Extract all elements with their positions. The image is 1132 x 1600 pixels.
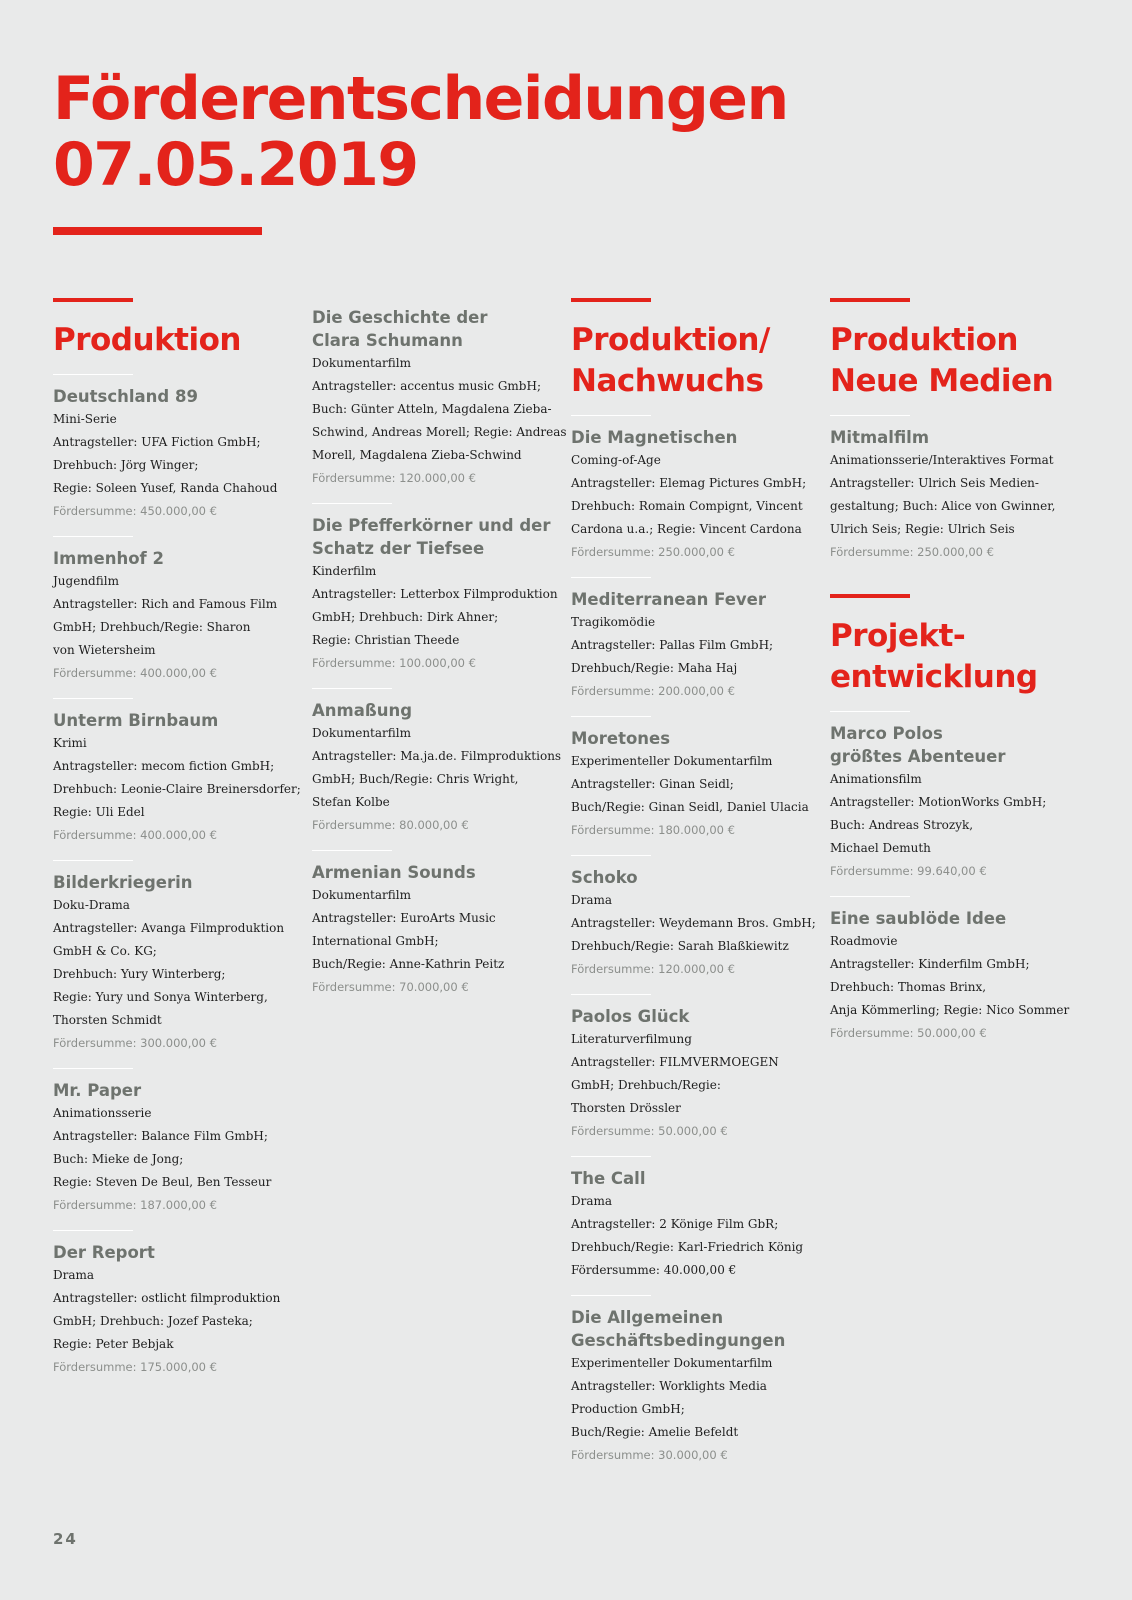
entry-divider: [571, 855, 651, 856]
entry-detail: Drehbuch: Romain Compignt, Vincent: [571, 499, 803, 513]
entry-detail: Thorsten Schmidt: [53, 1013, 162, 1027]
entry-detail: Antragsteller: Worklights Media: [571, 1379, 767, 1393]
entry-amount: Fördersumme: 250.000,00 €: [571, 545, 735, 559]
entry-title: Deutschland 89: [53, 387, 198, 406]
page-title: [53, 66, 788, 198]
entry-detail: Ulrich Seis; Regie: Ulrich Seis: [830, 522, 1015, 536]
entry-detail: Drehbuch: Yury Winterberg;: [53, 967, 226, 981]
entry-amount: Fördersumme: 40.000,00 €: [571, 1263, 737, 1277]
entry-detail: Antragsteller: Pallas Film GmbH;: [571, 638, 774, 652]
entry-saubloede-idee: [830, 907, 1070, 1045]
entry-detail: GmbH; Drehbuch: Jozef Pasteka;: [53, 1314, 253, 1328]
entry-genre: Experimenteller Dokumentarfilm: [571, 754, 773, 768]
entry-agb: [571, 1306, 811, 1467]
entry-divider: [571, 1156, 651, 1157]
entry-title: [571, 1306, 811, 1352]
entry-bilderkriegerin: [53, 871, 293, 1055]
entry-detail: Antragsteller: Elemag Pictures GmbH;: [571, 476, 807, 490]
entry-amount: Fördersumme: 175.000,00 €: [53, 1360, 217, 1374]
entry-divider: [830, 415, 910, 416]
section-rule: [830, 298, 910, 302]
entry-immenhof-2: [53, 547, 293, 685]
entry-title-line: Geschäftsbedingungen: [571, 1331, 786, 1350]
entry-amount: Fördersumme: 70.000,00 €: [312, 980, 469, 994]
entry-detail: Michael Demuth: [830, 841, 931, 855]
entry-detail: Antragsteller: Ginan Seidl;: [571, 777, 734, 791]
entry-detail: Buch/Regie: Anne-Kathrin Peitz: [312, 957, 505, 971]
entry-divider: [571, 1295, 651, 1296]
entry-genre: Drama: [571, 893, 613, 907]
entry-detail: Buch/Regie: Amelie Befeldt: [571, 1425, 739, 1439]
entry-genre: Tragikomödie: [571, 615, 656, 629]
entry-detail: Stefan Kolbe: [312, 795, 390, 809]
entry-armenian-sounds: [312, 861, 552, 999]
entry-genre: Doku-Drama: [53, 898, 130, 912]
entry-clara-schumann: [312, 306, 567, 490]
entry-detail: Antragsteller: Ulrich Seis Medien-: [830, 476, 1039, 490]
page-number: 24: [53, 1530, 78, 1548]
entry-anmassung: [312, 699, 562, 837]
entry-detail: Regie: Peter Bebjak: [53, 1337, 174, 1351]
entry-genre: Mini-Serie: [53, 412, 117, 426]
entry-detail: GmbH & Co. KG;: [53, 944, 157, 958]
entry-detail: von Wietersheim: [53, 643, 156, 657]
section-title-neue-medien: [830, 320, 1070, 402]
entry-amount: Fördersumme: 180.000,00 €: [571, 823, 735, 837]
entry-detail: Buch/Regie: Ginan Seidl, Daniel Ulacia: [571, 800, 809, 814]
entry-detail: Morell, Magdalena Zieba-Schwind: [312, 448, 522, 462]
section-title-line: Produktion: [830, 322, 1018, 358]
entry-detail: Drehbuch: Leonie-Claire Breinersdorfer;: [53, 782, 301, 796]
entry-genre: Experimenteller Dokumentarfilm: [571, 1356, 773, 1370]
entry-title: Paolos Glück: [571, 1007, 690, 1026]
entry-amount: Fördersumme: 120.000,00 €: [571, 962, 735, 976]
page-title-date: 07.05.2019: [53, 130, 418, 200]
entry-genre: Dokumentarfilm: [312, 888, 411, 902]
entry-mr-paper: [53, 1079, 293, 1217]
section-rule: [830, 594, 910, 598]
entry-mediterranean-fever: [571, 588, 811, 703]
entry-detail: Antragsteller: mecom fiction GmbH;: [53, 759, 275, 773]
entry-divider: [571, 415, 651, 416]
entry-detail: Antragsteller: MotionWorks GmbH;: [830, 795, 1047, 809]
entry-deutschland-89: [53, 385, 293, 523]
section-title-line: Neue Medien: [830, 363, 1054, 399]
section-rule: [53, 298, 133, 302]
entry-detail: Drehbuch: Jörg Winger;: [53, 458, 199, 472]
entry-title: Mediterranean Fever: [571, 590, 767, 609]
entry-detail: Drehbuch: Thomas Brinx,: [830, 980, 987, 994]
entry-title: The Call: [571, 1169, 646, 1188]
entry-genre: Krimi: [53, 736, 87, 750]
entry-pfefferkoerner: [312, 514, 558, 675]
entry-amount: Fördersumme: 50.000,00 €: [830, 1026, 987, 1040]
entry-detail: Cardona u.a.; Regie: Vincent Cardona: [571, 522, 802, 536]
entry-title-line: Die Geschichte der: [312, 308, 488, 327]
entry-die-magnetischen: [571, 426, 811, 564]
entry-title-line: Clara Schumann: [312, 331, 463, 350]
entry-detail: Regie: Yury und Sonya Winterberg,: [53, 990, 268, 1004]
section-title-projektentwicklung: [830, 616, 1070, 698]
entry-title: Moretones: [571, 729, 671, 748]
entry-title: [830, 722, 1070, 768]
entry-divider: [53, 860, 133, 861]
entry-genre: Drama: [571, 1194, 613, 1208]
entry-detail: Antragsteller: EuroArts Music: [312, 911, 496, 925]
entry-title: Armenian Sounds: [312, 863, 476, 882]
column-1: [53, 298, 301, 1379]
entry-divider: [53, 536, 133, 537]
entry-title-line: größtes Abenteuer: [830, 747, 1006, 766]
entry-divider: [312, 503, 392, 504]
entry-detail: Antragsteller: FILMVERMOEGEN: [571, 1055, 779, 1069]
section-title-line: Projekt-: [830, 618, 966, 654]
entry-divider: [53, 374, 133, 375]
entry-title: Unterm Birnbaum: [53, 711, 219, 730]
entry-detail: Antragsteller: UFA Fiction GmbH;: [53, 435, 261, 449]
entry-detail: Drehbuch/Regie: Karl-Friedrich König: [571, 1240, 804, 1254]
entry-amount: Fördersumme: 400.000,00 €: [53, 828, 217, 842]
section-title-line: Nachwuchs: [571, 363, 764, 399]
entry-amount: Fördersumme: 99.640,00 €: [830, 864, 987, 878]
entry-detail: Antragsteller: Avanga Filmproduktion: [53, 921, 285, 935]
entry-detail: Drehbuch/Regie: Maha Haj: [571, 661, 738, 675]
entry-detail: Regie: Christian Theede: [312, 633, 460, 647]
entry-divider: [571, 577, 651, 578]
entry-amount: Fördersumme: 30.000,00 €: [571, 1448, 728, 1462]
entry-paolos-glueck: [571, 1005, 811, 1143]
entry-detail: Schwind, Andreas Morell; Regie: Andreas: [312, 425, 567, 439]
entry-genre: Roadmovie: [830, 934, 898, 948]
entry-genre: Animationsfilm: [830, 772, 922, 786]
entry-detail: Antragsteller: Rich and Famous Film: [53, 597, 278, 611]
entry-title: Schoko: [571, 868, 638, 887]
entry-amount: Fördersumme: 100.000,00 €: [312, 656, 476, 670]
entry-amount: Fördersumme: 450.000,00 €: [53, 504, 217, 518]
entry-detail: Buch: Mieke de Jong;: [53, 1152, 184, 1166]
entry-amount: Fördersumme: 300.000,00 €: [53, 1036, 217, 1050]
entry-detail: Regie: Uli Edel: [53, 805, 145, 819]
entry-divider: [830, 711, 910, 712]
page-title-line-1: Förderentscheidungen: [53, 64, 788, 134]
entry-detail: Antragsteller: Ma.ja.de. Filmproduktions: [312, 749, 562, 763]
entry-amount: Fördersumme: 80.000,00 €: [312, 818, 469, 832]
entry-detail: Antragsteller: Kinderfilm GmbH;: [830, 957, 1030, 971]
entry-amount: Fördersumme: 200.000,00 €: [571, 684, 735, 698]
entry-title: Mr. Paper: [53, 1081, 142, 1100]
entry-genre: Drama: [53, 1268, 95, 1282]
entry-genre: Kinderfilm: [312, 564, 377, 578]
entry-detail: GmbH; Drehbuch/Regie: Sharon: [53, 620, 251, 634]
entry-title: [312, 306, 552, 352]
entry-genre: Jugendfilm: [53, 574, 119, 588]
entry-title-line: Die Pfefferkörner und der: [312, 516, 551, 535]
entry-genre: Animationsserie: [53, 1106, 152, 1120]
entry-divider: [53, 698, 133, 699]
entry-divider: [312, 850, 392, 851]
entry-der-report: [53, 1241, 293, 1379]
entry-detail: Antragsteller: 2 Könige Film GbR;: [571, 1217, 779, 1231]
entry-detail: Thorsten Drössler: [571, 1101, 681, 1115]
entry-title: Immenhof 2: [53, 549, 164, 568]
entry-title: Eine saublöde Idee: [830, 909, 1007, 928]
entry-detail: Anja Kömmerling; Regie: Nico Sommer: [830, 1003, 1070, 1017]
entry-detail: gestaltung; Buch: Alice von Gwinner,: [830, 499, 1056, 513]
column-2: [312, 298, 567, 999]
entry-detail: Buch: Günter Atteln, Magdalena Zieba-: [312, 402, 552, 416]
entry-divider: [53, 1068, 133, 1069]
entry-detail: Antragsteller: Weydemann Bros. GmbH;: [571, 916, 816, 930]
entry-title: Anmaßung: [312, 701, 413, 720]
entry-amount: Fördersumme: 120.000,00 €: [312, 471, 476, 485]
entry-detail: Antragsteller: Balance Film GmbH;: [53, 1129, 268, 1143]
entry-divider: [571, 994, 651, 995]
entry-schoko: [571, 866, 816, 981]
entry-marco-polos: [830, 722, 1070, 883]
entry-amount: Fördersumme: 187.000,00 €: [53, 1198, 217, 1212]
entry-genre: Dokumentarfilm: [312, 726, 411, 740]
entry-title-line: Die Allgemeinen: [571, 1308, 724, 1327]
entry-detail: Antragsteller: accentus music GmbH;: [312, 379, 541, 393]
column-4: [830, 298, 1070, 1075]
section-title-nachwuchs: [571, 320, 811, 402]
entry-title: Der Report: [53, 1243, 155, 1262]
entry-divider: [312, 688, 392, 689]
entry-detail: Production GmbH;: [571, 1402, 685, 1416]
entry-genre: Dokumentarfilm: [312, 356, 411, 370]
entry-detail: Regie: Steven De Beul, Ben Tesseur: [53, 1175, 272, 1189]
entry-detail: Antragsteller: ostlicht filmproduktion: [53, 1291, 281, 1305]
section-neue-medien: [830, 298, 1070, 564]
entry-detail: Regie: Soleen Yusef, Randa Chahoud: [53, 481, 278, 495]
entry-amount: Fördersumme: 400.000,00 €: [53, 666, 217, 680]
entry-detail: GmbH; Drehbuch/Regie:: [571, 1078, 721, 1092]
entry-title: Bilderkriegerin: [53, 873, 193, 892]
entry-genre: Coming-of-Age: [571, 453, 661, 467]
section-rule: [571, 298, 651, 302]
entry-the-call: [571, 1167, 811, 1282]
entry-divider: [53, 1230, 133, 1231]
entry-title-line: Schatz der Tiefsee: [312, 539, 485, 558]
entry-unterm-birnbaum: [53, 709, 301, 847]
section-title-line: Produktion/: [571, 322, 770, 358]
entry-genre: Animationsserie/Interaktives Format: [830, 453, 1054, 467]
column-3: [571, 298, 816, 1467]
section-projektentwicklung: [830, 594, 1070, 1045]
entry-amount: Fördersumme: 250.000,00 €: [830, 545, 994, 559]
entry-mitmalfilm: [830, 426, 1070, 564]
entry-title: Mitmalfilm: [830, 428, 930, 447]
section-title-produktion: Produktion: [53, 322, 241, 358]
entry-detail: Buch: Andreas Strozyk,: [830, 818, 974, 832]
entry-title-line: Marco Polos: [830, 724, 943, 743]
entry-divider: [571, 716, 651, 717]
entry-divider: [830, 896, 910, 897]
entry-genre: Literaturverfilmung: [571, 1032, 692, 1046]
entry-detail: Antragsteller: Letterbox Filmproduktion: [312, 587, 558, 601]
entry-amount: Fördersumme: 50.000,00 €: [571, 1124, 728, 1138]
entry-detail: GmbH; Drehbuch: Dirk Ahner;: [312, 610, 499, 624]
entry-title: Die Magnetischen: [571, 428, 738, 447]
section-title-line: entwicklung: [830, 659, 1038, 695]
entry-detail: GmbH; Buch/Regie: Chris Wright,: [312, 772, 519, 786]
title-rule: [53, 227, 262, 235]
entry-detail: International GmbH;: [312, 934, 439, 948]
entry-title: [312, 514, 552, 560]
entry-detail: Drehbuch/Regie: Sarah Blaßkiewitz: [571, 939, 789, 953]
entry-moretones: [571, 727, 811, 842]
